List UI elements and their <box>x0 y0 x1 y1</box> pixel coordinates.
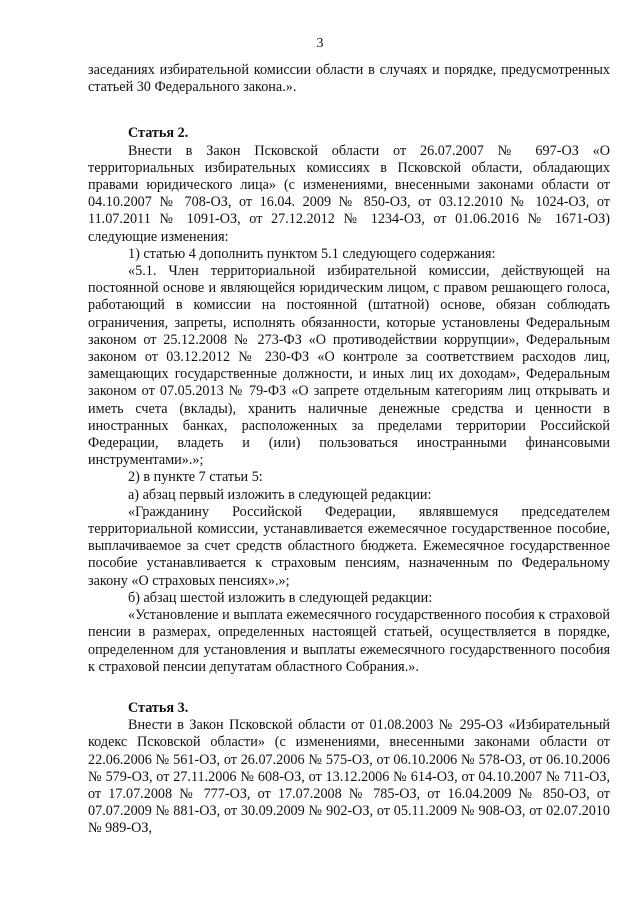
article-2-heading: Статья 2. <box>128 125 189 142</box>
article-2-quote-2: «Гражданину Российской Федерации, являвшемуся председателем территориальной комиссии, устанавливается ежемесячное государственное пособие, выплачиваемое за счет средств областного бюджета. Ежемесячное государственное пособие устанавливается к страховым пенсиям, назначенным по Федеральному закону «О страховых пенсиях».»; <box>88 503 610 589</box>
article-2-quote-1: «5.1. Член территориальной избирательной комиссии, действующей на постоянной основе и являющейся юридическим лицом, с правом решающего голоса, работающий в комиссии на постоянной (штатной) основе, обязан соблюдать ограничения, запреты, исполнять обязанности, которые установлены Федеральным законом от 25.12.2008 № 273-ФЗ «О противодействии коррупции», Федеральным законом от 03.12.2012 № 230-ФЗ «О контроле за соответствием расходов лиц, замещающих государственные должности, и иных лиц их доходам», Федеральным законом от 07.05.2013 № 79-ФЗ «О запрете отдельным категориям лиц открывать и иметь счета (вклады), хранить наличные денежные средства и ценности в иностранных банках, расположенных за пределами территории Российской Федерации, владеть и (или) пользоваться иностранными финансовыми инструментами».»; <box>88 263 610 469</box>
article-2-item-2a: а) абзац первый изложить в следующей редакции: <box>128 486 432 503</box>
document-body <box>88 62 610 838</box>
spacer <box>88 96 610 125</box>
article-2-quote-3: «Установление и выплата ежемесячного государственного пособия к страховой пенсии в размерах, определенных настоящей статьей, осуществляется в порядке, определенном для установления и выплаты ежемесячного государственного пособия к страховой пенсии депутатам областного Собрания.». <box>88 607 610 675</box>
article-3-intro: Внести в Закон Псковской области от 01.08.2003 № 295-ОЗ «Избирательный кодекс Псковской области» (с изменениями, внесенными законами области от 22.06.2006 № 561-ОЗ, от 26.07.2006 № 575-ОЗ, от 06.10.2006 № 578-ОЗ, от 06.10.2006 № 579-ОЗ, от 27.11.2006 № 608-ОЗ, от 13.12.2006 № 614-ОЗ, от 04.10.2007 № 711-ОЗ, от 17.07.2008 № 777-ОЗ, от 17.07.2008 № 785-ОЗ, от 16.04.2009 № 850-ОЗ, от 07.07.2009 № 881-ОЗ, от 30.09.2009 № 902-ОЗ, от 05.11.2009 № 908-ОЗ, от 02.07.2010 № 989-ОЗ, <box>88 717 610 837</box>
spacer <box>88 676 610 700</box>
page-number: 3 <box>316 36 324 51</box>
article-2-intro: Внести в Закон Псковской области от 26.07.2007 № 697-ОЗ «О территориальных избирательных комиссиях в Псковской области, обладающих правами юридического лица» (с изменениями, внесенными законами области от 04.10.2007 № 708-ОЗ, от 16.04. 2009 № 850-ОЗ, от 03.12.2010 № 1024-ОЗ, от 11.07.2011 № 1091-ОЗ, от 27.12.2012 № 1234-ОЗ, от 01.06.2016 № 1671-ОЗ) следующие изменения: <box>88 142 610 245</box>
article-2-item-2b: б) абзац шестой изложить в следующей редакции: <box>128 589 433 606</box>
article-3-heading: Статья 3. <box>128 699 189 716</box>
continuation-paragraph: заседаниях избирательной комиссии области в случаях и порядке, предусмотренных статьей 30 Федерального закона.». <box>88 62 610 96</box>
article-2-item-1: 1) статью 4 дополнить пунктом 5.1 следующего содержания: <box>128 245 496 262</box>
article-2-item-2: 2) в пункте 7 статьи 5: <box>128 469 263 486</box>
